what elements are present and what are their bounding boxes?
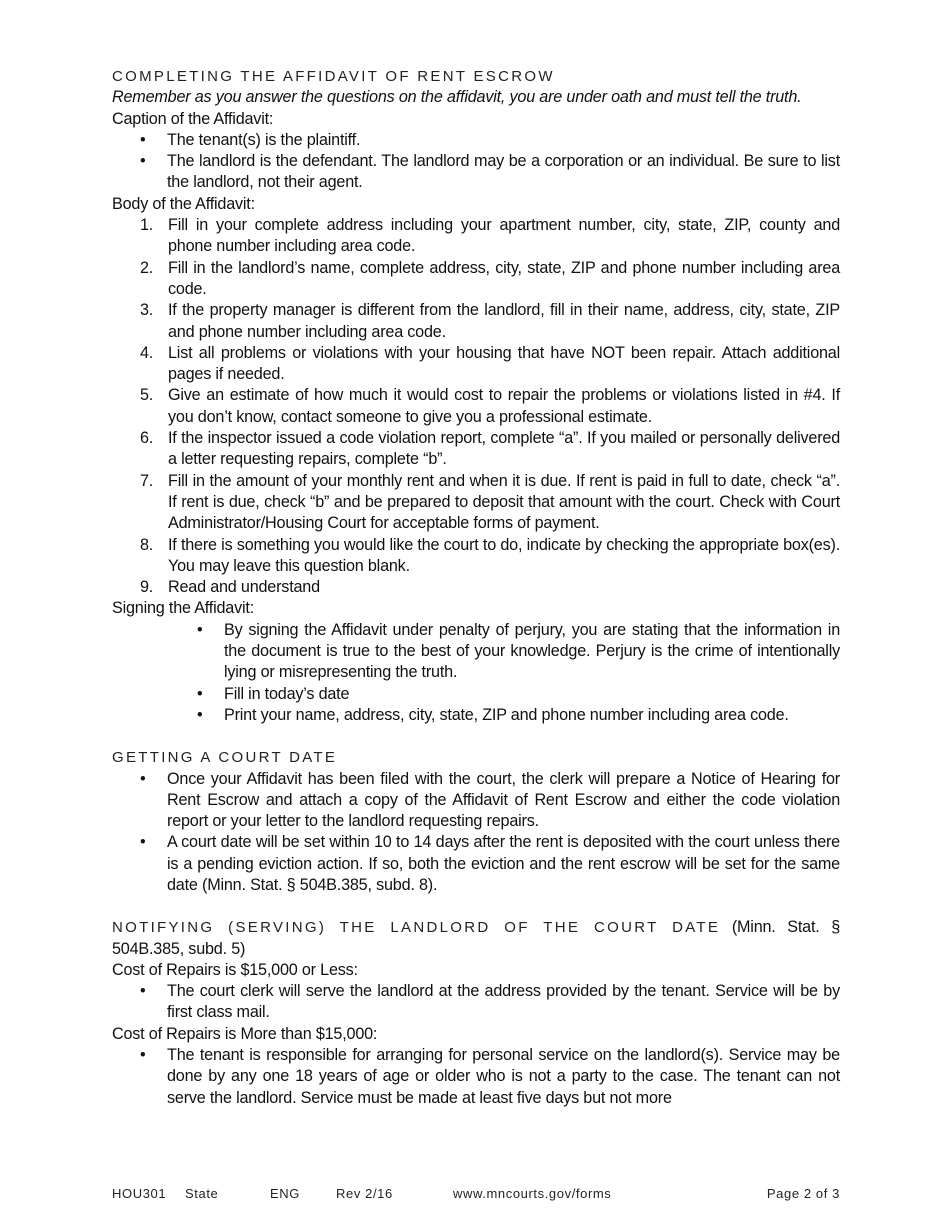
bullet-icon: • xyxy=(140,1046,146,1065)
signing-list xyxy=(112,620,840,726)
section-heading-notifying: NOTIFYING (SERVING) THE LANDLORD OF THE COURT DATE (Minn. Stat. § 504B.385, subd. 5) xyxy=(112,918,840,958)
section-heading-court-date: GETTING A COURT DATE xyxy=(112,749,338,767)
list-item: • The court clerk will serve the landlord at the address provided by the tenant. Service will be by first class mail. xyxy=(140,982,840,1022)
jurisdiction: State xyxy=(185,1186,219,1201)
court-date-list xyxy=(112,769,840,897)
large-repairs-list xyxy=(112,1045,840,1109)
list-item: 8. If there is something you would like the court to do, indicate by checking the appropriate box(es). You may leave this question blank. xyxy=(140,535,840,575)
bullet-icon: • xyxy=(140,152,146,171)
list-item: • Once your Affidavit has been filed with the court, the clerk will prepare a Notice of Hearing for Rent Escrow and attach a copy of the Affidavit of Rent Escrow and either the code violation report or your letter to the landlord requesting repairs. xyxy=(140,769,840,831)
signing-label: Signing the Affidavit: xyxy=(112,599,254,618)
list-item: 7. Fill in the amount of your monthly rent and when it is due. If rent is paid in full to date, check “a”. If rent is due, check “b” and be prepared to deposit that amount with the court. Check with Court Administrator/Housing Court for acceptable forms of payment. xyxy=(140,471,840,533)
bullet-icon: • xyxy=(140,130,146,149)
body-label: Body of the Affidavit: xyxy=(112,194,255,213)
bullet-icon: • xyxy=(197,705,203,724)
list-item: 5. Give an estimate of how much it would cost to repair the problems or violations listed in #4. If you don’t know, contact someone to give you a professional estimate. xyxy=(140,386,840,426)
list-item: • The tenant(s) is the plaintiff. xyxy=(167,130,840,151)
bullet-icon: • xyxy=(140,982,146,1001)
list-item: • Fill in today’s date xyxy=(224,684,840,705)
list-item: • By signing the Affidavit under penalty of perjury, you are stating that the information in the document is true to the best of your knowledge. Perjury is the crime of intentionally lying or misrepresenting the truth. xyxy=(197,620,840,682)
list-item: • Print your name, address, city, state, ZIP and phone number including area code. xyxy=(224,705,840,726)
forms-url: www.mncourts.gov/forms xyxy=(453,1186,612,1201)
bullet-icon: • xyxy=(140,833,146,852)
oath-reminder: Remember as you answer the questions on the affidavit, you are under oath and must tell the truth. xyxy=(112,88,802,107)
language: ENG xyxy=(270,1186,300,1201)
caption-list xyxy=(112,130,840,194)
list-item: • A court date will be set within 10 to 14 days after the rent is deposited with the court unless there is a pending eviction action. If so, both the eviction and the rent escrow will be set for the same date (Minn. Stat. § 504B.385, subd. 8). xyxy=(140,833,840,894)
list-item: • The tenant is responsible for arranging for personal service on the landlord(s). Service may be done by any one 18 years of age or older who is not a party to the case. The tenant can not serve the landlord. Service must be made at least five days but not more xyxy=(140,1046,840,1107)
page-number: Page 2 of 3 xyxy=(766,1186,840,1201)
bullet-icon: • xyxy=(197,620,203,639)
bullet-icon: • xyxy=(197,684,203,703)
statute-citation: (Minn. Stat. § 504B.385, subd. 5) xyxy=(112,918,840,958)
list-item: 3. If the property manager is different from the landlord, fill in their name, address, city, state, ZIP and phone number including area code. xyxy=(140,301,840,341)
list-item: 4. List all problems or violations with your housing that have NOT been repair. Attach additional pages if needed. xyxy=(140,343,840,384)
document-page xyxy=(112,66,840,1109)
list-item: 6. If the inspector issued a code violation report, complete “a”. If you mailed or personally delivered a letter requesting repairs, complete “b”. xyxy=(140,429,840,469)
small-repairs-list xyxy=(112,981,840,1024)
list-item: • The landlord is the defendant. The landlord may be a corporation or an individual. Be sure to list the landlord, not their agent. xyxy=(140,152,840,192)
list-item: 1. Fill in your complete address including your apartment number, city, state, ZIP, county and phone number including area code. xyxy=(140,216,840,256)
caption-label: Caption of the Affidavit: xyxy=(112,109,274,128)
form-id: HOU301 xyxy=(112,1186,167,1201)
section-heading-completing: COMPLETING THE AFFIDAVIT OF RENT ESCROW xyxy=(112,68,555,85)
bullet-icon: • xyxy=(140,769,146,788)
body-instructions-list xyxy=(112,215,840,598)
list-item: 9. Read and understand xyxy=(140,578,320,597)
large-repairs-label: Cost of Repairs is More than $15,000: xyxy=(112,1024,378,1043)
list-item: 2. Fill in the landlord’s name, complete address, city, state, ZIP and phone number including area code. xyxy=(140,258,840,298)
revision: Rev 2/16 xyxy=(336,1186,393,1201)
small-repairs-label: Cost of Repairs is $15,000 or Less: xyxy=(112,960,358,979)
